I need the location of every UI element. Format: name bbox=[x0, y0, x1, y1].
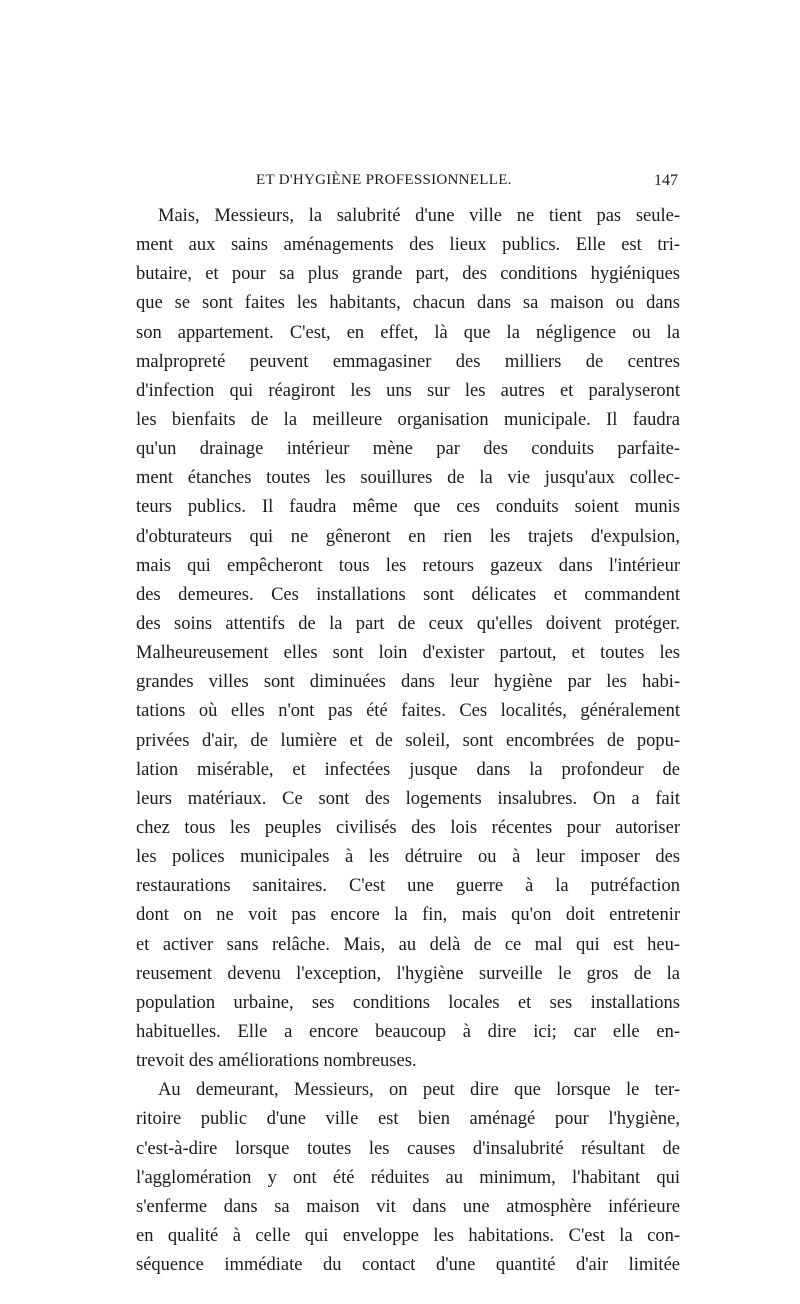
paragraph-2 bbox=[136, 1076, 680, 1280]
running-title: ET D'HYGIÈNE PROFESSIONNELLE. bbox=[256, 172, 512, 188]
text-line: leurs matériaux. Ce sont des logements insalubres. On a fait bbox=[136, 788, 680, 809]
text-line: chez tous les peuples civilisés des lois récentes pour autoriser bbox=[136, 817, 680, 838]
text-line: les bienfaits de la meilleure organisation municipale. Il faudra bbox=[136, 409, 680, 430]
text-line: d'infection qui réagiront les uns sur les autres et paralyseront bbox=[136, 380, 680, 401]
text-line: grandes villes sont diminuées dans leur hygiène par les habi- bbox=[136, 672, 680, 693]
book-page bbox=[136, 172, 680, 1280]
text-line: des demeures. Ces installations sont délicates et commandent bbox=[136, 584, 680, 605]
page-number: 147 bbox=[654, 172, 678, 189]
text-line: qu'un drainage intérieur mène par des conduits parfaite- bbox=[136, 439, 680, 460]
text-line: c'est-à-dire lorsque toutes les causes d'insalubrité résultant de bbox=[136, 1138, 680, 1159]
text-line: habituelles. Elle a encore beaucoup à dire ici; car elle en- bbox=[136, 1021, 680, 1042]
text-line: que se sont faites les habitants, chacun dans sa maison ou dans bbox=[136, 293, 680, 314]
text-line: et activer sans relâche. Mais, au delà de ce mal qui est heu- bbox=[136, 934, 680, 955]
text-line: teurs publics. Il faudra même que ces conduits soient munis bbox=[136, 497, 680, 518]
text-line: des soins attentifs de la part de ceux qu'elles doivent protéger. bbox=[136, 613, 680, 634]
text-line: Au demeurant, Messieurs, on peut dire que lorsque le ter- bbox=[158, 1080, 680, 1101]
text-line: ment aux sains aménagements des lieux publics. Elle est tri- bbox=[136, 235, 680, 256]
text-line: d'obturateurs qui ne gêneront en rien les trajets d'expulsion, bbox=[136, 526, 680, 547]
text-line: l'agglomération y ont été réduites au minimum, l'habitant qui bbox=[136, 1167, 680, 1188]
text-line: dont on ne voit pas encore la fin, mais qu'on doit entretenir bbox=[136, 905, 680, 926]
body-text bbox=[136, 202, 680, 1280]
paragraph-1 bbox=[136, 202, 680, 1076]
running-head bbox=[136, 172, 680, 196]
text-line: malpropreté peuvent emmagasiner des milliers de centres bbox=[136, 351, 680, 372]
text-line: mais qui empêcheront tous les retours gazeux dans l'intérieur bbox=[136, 555, 680, 576]
text-line: s'enferme dans sa maison vit dans une atmosphère inférieure bbox=[136, 1196, 680, 1217]
text-line: privées d'air, de lumière et de soleil, sont encombrées de popu- bbox=[136, 730, 680, 751]
text-line: Mais, Messieurs, la salubrité d'une ville ne tient pas seule- bbox=[158, 206, 680, 226]
text-line: ment étanches toutes les souillures de la vie jusqu'aux collec- bbox=[136, 468, 680, 489]
text-line: trevoit des améliorations nombreuses. bbox=[136, 1051, 417, 1072]
text-line: les polices municipales à les détruire ou à leur imposer des bbox=[136, 847, 680, 868]
text-line: son appartement. C'est, en effet, là que la négligence ou la bbox=[136, 322, 680, 343]
text-line: Malheureusement elles sont loin d'exister partout, et toutes les bbox=[136, 643, 680, 664]
text-line: tations où elles n'ont pas été faites. Ces localités, généralement bbox=[136, 701, 680, 722]
text-line: population urbaine, ses conditions locales et ses installations bbox=[136, 992, 680, 1013]
text-line: lation misérable, et infectées jusque dans la profondeur de bbox=[136, 759, 680, 780]
text-line: en qualité à celle qui enveloppe les habitations. C'est la con- bbox=[136, 1225, 680, 1246]
text-line: restaurations sanitaires. C'est une guerre à la putréfaction bbox=[136, 876, 680, 897]
text-line: séquence immédiate du contact d'une quantité d'air limitée bbox=[136, 1255, 680, 1276]
text-line: ritoire public d'une ville est bien aménagé pour l'hygiène, bbox=[136, 1109, 680, 1130]
text-line: reusement devenu l'exception, l'hygiène surveille le gros de la bbox=[136, 963, 680, 984]
text-line: butaire, et pour sa plus grande part, des conditions hygiéniques bbox=[136, 264, 680, 285]
